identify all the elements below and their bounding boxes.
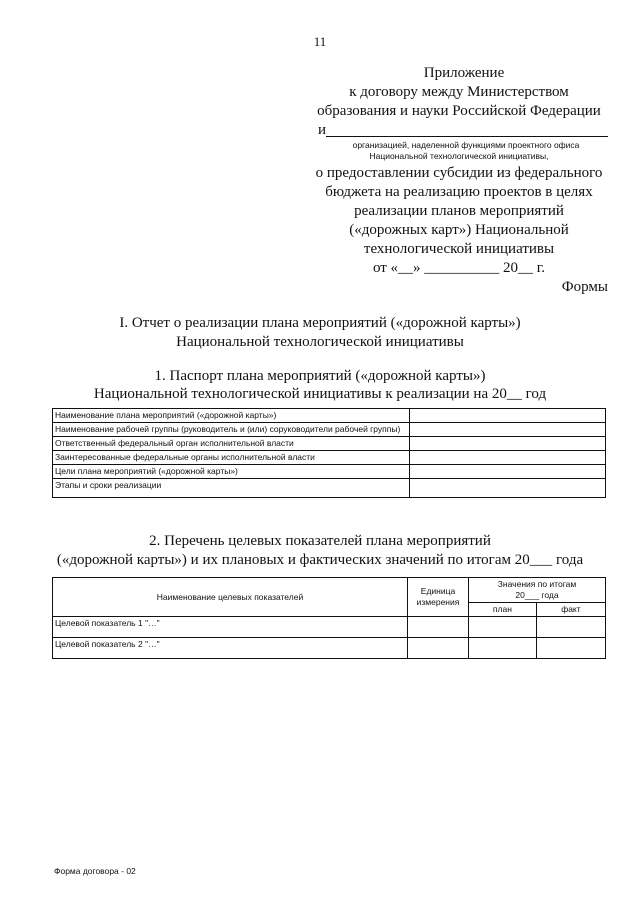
table-header-row: [53, 578, 606, 603]
column-header-values: [469, 578, 606, 603]
column-header-name: Наименование целевых показателей: [53, 578, 408, 617]
table-row: [53, 479, 606, 498]
row-label: Этапы и сроки реализации: [53, 479, 410, 498]
passport-heading: [0, 367, 640, 403]
appendix-line: реализации планов мероприятий: [354, 203, 564, 219]
row-value[interactable]: [410, 423, 606, 437]
organization-note: организацией, наделенной функциями проектного офиса: [352, 140, 580, 150]
row-label: Наименование плана мероприятий («дорожной карты»): [53, 409, 410, 423]
organization-blank-line: [308, 121, 610, 140]
section-title: Национальной технологической инициативы: [176, 334, 464, 350]
appendix-line: к договору между Министерством: [349, 84, 569, 100]
column-header-fact: факт: [536, 603, 605, 617]
unit-header-line: Единица: [420, 586, 456, 596]
row-value[interactable]: [410, 437, 606, 451]
passport-title: 1. Паспорт плана мероприятий («дорожной карты»): [154, 368, 486, 384]
and-word: и: [318, 122, 327, 138]
row-value[interactable]: [410, 409, 606, 423]
indicator-name: Целевой показатель 1 "…": [53, 617, 408, 638]
form-footer: Форма договора - 02: [54, 866, 136, 876]
page-number: 11: [313, 34, 327, 49]
appendix-line: технологической инициативы: [363, 241, 555, 257]
indicator-plan[interactable]: [469, 638, 537, 659]
column-header-plan: план: [469, 603, 537, 617]
forms-label: Формы: [561, 279, 608, 295]
unit-header-line: измерения: [416, 597, 460, 607]
section-1-heading: [0, 314, 640, 352]
indicator-fact[interactable]: [536, 638, 605, 659]
appendix-line: («дорожных карт») Национальной: [349, 222, 569, 238]
indicators-table: [52, 577, 606, 659]
table-row: [53, 437, 606, 451]
table-row: [53, 423, 606, 437]
values-header-line: 20___ года: [515, 590, 559, 600]
passport-title: Национальной технологической инициативы к реализации на 20__ год: [93, 386, 547, 402]
passport-table: [52, 408, 606, 498]
indicator-unit[interactable]: [408, 617, 469, 638]
values-header-line: Значения по итогам: [497, 579, 577, 589]
indicators-heading: [0, 532, 640, 570]
appendix-line: образования и науки Российской Федерации: [317, 103, 601, 119]
indicator-unit[interactable]: [408, 638, 469, 659]
row-label: Наименование рабочей группы (руководитель и (или) соруководители рабочей группы): [53, 423, 410, 437]
table-row: [53, 409, 606, 423]
indicator-fact[interactable]: [536, 617, 605, 638]
section-title: I. Отчет о реализации плана мероприятий («дорожной карты»): [119, 315, 521, 331]
appendix-header: [308, 64, 610, 297]
column-header-unit: [408, 578, 469, 617]
row-label: Цели плана мероприятий («дорожной карты»): [53, 465, 410, 479]
row-label: Заинтересованные федеральные органы исполнительной власти: [53, 451, 410, 465]
date-line: от «__» __________ 20__ г.: [372, 260, 546, 276]
table-row: [53, 638, 606, 659]
table-row: [53, 451, 606, 465]
organization-note: Национальной технологической инициативы,: [369, 151, 549, 161]
row-label: Ответственный федеральный орган исполнительной власти: [53, 437, 410, 451]
appendix-line: Приложение: [423, 65, 505, 81]
row-value[interactable]: [410, 479, 606, 498]
indicators-title: («дорожной карты») и их плановых и фактических значений по итогам 20___ года: [56, 552, 584, 568]
row-value[interactable]: [410, 451, 606, 465]
table-row: [53, 465, 606, 479]
row-value[interactable]: [410, 465, 606, 479]
indicators-title: 2. Перечень целевых показателей плана мероприятий: [149, 533, 491, 549]
appendix-line: о предоставлении субсидии из федерального: [315, 165, 603, 181]
blank-underline: [326, 136, 608, 137]
appendix-line: бюджета на реализацию проектов в целях: [325, 184, 593, 200]
table-row: [53, 617, 606, 638]
indicator-name: Целевой показатель 2 "…": [53, 638, 408, 659]
indicator-plan[interactable]: [469, 617, 537, 638]
